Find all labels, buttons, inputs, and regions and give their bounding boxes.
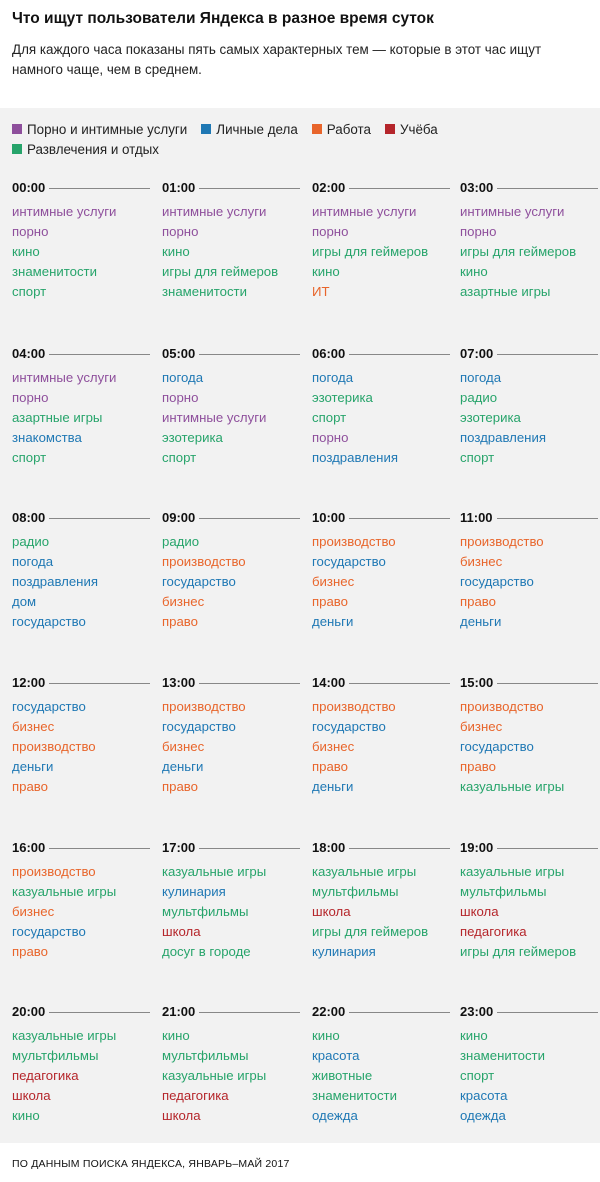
topic-adult: интимные услуги	[312, 204, 417, 219]
topic-fun: казуальные игры	[12, 884, 117, 899]
topic-adult: интимные услуги	[460, 204, 565, 219]
topic-adult: порно	[312, 224, 349, 239]
topic-adult: порно	[12, 390, 49, 405]
hour-header	[162, 344, 300, 364]
topic-work: бизнес	[312, 739, 355, 754]
topic-work: бизнес	[312, 574, 355, 589]
legend-label: Порно и интимные услуги	[27, 122, 188, 137]
topic-personal: государство	[312, 554, 386, 569]
topic-work: производство	[312, 534, 396, 549]
hour-label: 16:00	[12, 838, 49, 858]
topic-fun: радио	[162, 534, 200, 549]
hour-block	[12, 1002, 150, 1126]
hour-block	[460, 344, 598, 468]
hour-block	[460, 838, 598, 962]
topic-fun: игры для геймеров	[312, 924, 429, 939]
topic-fun: казуальные игры	[12, 1028, 117, 1043]
hour-block	[12, 178, 150, 302]
topic-personal: кулинария	[312, 944, 376, 959]
topic-fun: кино	[312, 1028, 340, 1043]
topic-personal: деньги	[312, 779, 354, 794]
topic-work: право	[12, 944, 49, 959]
topic-fun: спорт	[460, 450, 495, 465]
topic-work: право	[312, 594, 349, 609]
legend-item-adult	[12, 120, 187, 140]
topic-personal: государство	[12, 614, 86, 629]
topic-fun: кино	[162, 244, 190, 259]
hour-block	[162, 344, 300, 468]
topic-adult: интимные услуги	[12, 204, 117, 219]
topic-fun: казуальные игры	[460, 779, 565, 794]
topic-fun: казуальные игры	[162, 864, 267, 879]
topic-study: школа	[460, 904, 499, 919]
topic-fun: знаменитости	[312, 1088, 397, 1103]
topic-work: бизнес	[460, 554, 503, 569]
hour-header	[12, 838, 150, 858]
hour-block	[312, 673, 450, 797]
topic-fun: мультфильмы	[162, 1048, 249, 1063]
topic-study: школа	[312, 904, 351, 919]
hour-header	[162, 838, 300, 858]
legend-item-work	[312, 120, 371, 140]
hour-header	[312, 838, 450, 858]
hour-label: 03:00	[460, 178, 497, 198]
hour-block	[460, 1002, 598, 1126]
topic-adult: интимные услуги	[162, 410, 267, 425]
topic-personal: деньги	[162, 759, 204, 774]
hour-label: 21:00	[162, 1002, 199, 1022]
topic-study: педагогика	[162, 1088, 229, 1103]
hour-header	[162, 1002, 300, 1022]
topic-fun: спорт	[460, 1068, 495, 1083]
topic-personal: деньги	[312, 614, 354, 629]
hour-label: 07:00	[460, 344, 497, 364]
topic-fun: спорт	[12, 284, 47, 299]
hour-header	[12, 178, 150, 198]
topic-personal: красота	[312, 1048, 360, 1063]
hour-header	[12, 1002, 150, 1022]
legend-label: Развлечения и отдых	[27, 142, 159, 157]
hour-header	[12, 344, 150, 364]
hour-label: 08:00	[12, 508, 49, 528]
topic-fun: эзотерика	[460, 410, 521, 425]
topic-fun: спорт	[12, 450, 47, 465]
topic-fun: знаменитости	[12, 264, 97, 279]
topic-personal: государство	[162, 574, 236, 589]
hour-header	[162, 508, 300, 528]
topic-fun: кино	[12, 244, 40, 259]
topic-personal: знакомства	[12, 430, 82, 445]
hour-header	[460, 1002, 598, 1022]
topic-personal: погода	[460, 370, 502, 385]
topic-work: бизнес	[162, 594, 205, 609]
topic-personal: деньги	[12, 759, 54, 774]
topic-study: школа	[162, 924, 201, 939]
hour-block	[162, 838, 300, 962]
hour-header	[312, 344, 450, 364]
topic-work: право	[162, 779, 199, 794]
topic-fun: досуг в городе	[162, 944, 251, 959]
topic-personal: одежда	[312, 1108, 358, 1123]
hour-block	[162, 508, 300, 632]
topic-work: ИТ	[312, 284, 330, 299]
hour-header	[312, 178, 450, 198]
topic-personal: дом	[12, 594, 37, 609]
hour-label: 01:00	[162, 178, 199, 198]
hour-label: 04:00	[12, 344, 49, 364]
topic-personal: деньги	[460, 614, 502, 629]
legend-swatch	[201, 124, 211, 134]
topic-fun: животные	[312, 1068, 373, 1083]
topic-fun: казуальные игры	[312, 864, 417, 879]
topic-fun: радио	[460, 390, 498, 405]
topic-personal: погода	[162, 370, 204, 385]
hour-header	[162, 673, 300, 693]
topic-fun: кино	[460, 264, 488, 279]
hour-label: 05:00	[162, 344, 199, 364]
topic-fun: эзотерика	[162, 430, 223, 445]
topic-personal: государство	[460, 574, 534, 589]
topic-work: право	[312, 759, 349, 774]
hour-block	[312, 178, 450, 302]
hour-header	[460, 673, 598, 693]
legend-label: Личные дела	[216, 122, 298, 137]
topic-personal: кулинария	[162, 884, 226, 899]
hour-block	[162, 1002, 300, 1126]
topic-work: производство	[312, 699, 396, 714]
hour-block	[312, 344, 450, 468]
topic-personal: государство	[312, 719, 386, 734]
topic-personal: красота	[460, 1088, 508, 1103]
topic-fun: спорт	[312, 410, 347, 425]
topic-fun: азартные игры	[460, 284, 551, 299]
topic-adult: порно	[12, 224, 49, 239]
topic-work: производство	[460, 699, 544, 714]
topic-adult: интимные услуги	[162, 204, 267, 219]
hour-header	[460, 344, 598, 364]
hour-block	[12, 508, 150, 632]
hour-label: 14:00	[312, 673, 349, 693]
topic-fun: игры для геймеров	[460, 244, 577, 259]
topic-personal: поздравления	[12, 574, 98, 589]
topic-fun: мультфильмы	[12, 1048, 99, 1063]
legend-label: Работа	[326, 122, 371, 137]
topic-fun: азартные игры	[12, 410, 103, 425]
legend-swatch	[12, 144, 22, 154]
hour-label: 13:00	[162, 673, 199, 693]
topic-work: право	[460, 594, 497, 609]
topic-work: бизнес	[460, 719, 503, 734]
hour-label: 06:00	[312, 344, 349, 364]
hour-label: 09:00	[162, 508, 199, 528]
topic-study: педагогика	[12, 1068, 79, 1083]
topic-fun: эзотерика	[312, 390, 373, 405]
topic-fun: казуальные игры	[162, 1068, 267, 1083]
legend-swatch	[312, 124, 322, 134]
topic-adult: порно	[460, 224, 497, 239]
topic-fun: мультфильмы	[162, 904, 249, 919]
hour-block	[312, 1002, 450, 1126]
hour-block	[12, 673, 150, 797]
topic-work: производство	[12, 864, 96, 879]
topic-fun: кино	[312, 264, 340, 279]
legend-swatch	[12, 124, 22, 134]
hour-label: 20:00	[12, 1002, 49, 1022]
topic-fun: игры для геймеров	[312, 244, 429, 259]
topic-fun: кино	[460, 1028, 488, 1043]
legend-item-personal	[201, 120, 298, 140]
hour-header	[460, 508, 598, 528]
topic-fun: игры для геймеров	[162, 264, 279, 279]
hour-label: 15:00	[460, 673, 497, 693]
legend-item-study	[385, 120, 438, 140]
topic-adult: порно	[162, 390, 199, 405]
legend-item-fun	[12, 140, 159, 160]
topic-work: производство	[12, 739, 96, 754]
hour-block	[162, 178, 300, 302]
hour-label: 18:00	[312, 838, 349, 858]
hour-header	[12, 508, 150, 528]
topic-fun: игры для геймеров	[460, 944, 577, 959]
page-title: Что ищут пользователи Яндекса в разное время суток	[12, 10, 434, 27]
topic-personal: поздравления	[312, 450, 398, 465]
page-subtitle: Для каждого часа показаны пять самых характерных тем — которые в этот час ищут намного чаще, чем в среднем.	[12, 42, 542, 77]
hour-block	[312, 508, 450, 632]
topic-work: производство	[162, 699, 246, 714]
topic-fun: кино	[162, 1028, 190, 1043]
legend	[12, 120, 572, 160]
legend-swatch	[385, 124, 395, 134]
topic-fun: знаменитости	[162, 284, 247, 299]
hour-label: 02:00	[312, 178, 349, 198]
topic-work: право	[12, 779, 49, 794]
topic-personal: государство	[12, 924, 86, 939]
topic-fun: мультфильмы	[460, 884, 547, 899]
hour-header	[312, 1002, 450, 1022]
hour-block	[12, 344, 150, 468]
topic-personal: погода	[312, 370, 354, 385]
hour-header	[12, 673, 150, 693]
topic-work: бизнес	[12, 904, 55, 919]
topic-work: производство	[162, 554, 246, 569]
hour-header	[460, 838, 598, 858]
hour-header	[312, 673, 450, 693]
hour-block	[460, 178, 598, 302]
hour-block	[460, 673, 598, 797]
hour-label: 17:00	[162, 838, 199, 858]
hour-header	[312, 508, 450, 528]
topic-adult: порно	[162, 224, 199, 239]
topic-work: право	[162, 614, 199, 629]
topic-personal: государство	[162, 719, 236, 734]
source-note: ПО ДАННЫМ ПОИСКА ЯНДЕКСА, ЯНВАРЬ–МАЙ 2017	[12, 1158, 290, 1170]
topic-work: бизнес	[12, 719, 55, 734]
hour-label: 22:00	[312, 1002, 349, 1022]
topic-personal: государство	[12, 699, 86, 714]
topic-personal: поздравления	[460, 430, 546, 445]
hour-label: 11:00	[460, 508, 497, 528]
topic-fun: мультфильмы	[312, 884, 399, 899]
topic-personal: одежда	[460, 1108, 506, 1123]
topic-fun: спорт	[162, 450, 197, 465]
hour-label: 23:00	[460, 1002, 497, 1022]
topic-personal: государство	[460, 739, 534, 754]
topic-work: бизнес	[162, 739, 205, 754]
hour-block	[162, 673, 300, 797]
hour-label: 00:00	[12, 178, 49, 198]
topic-fun: кино	[12, 1108, 40, 1123]
topic-fun: радио	[12, 534, 50, 549]
topic-fun: казуальные игры	[460, 864, 565, 879]
topic-adult: интимные услуги	[12, 370, 117, 385]
hour-label: 19:00	[460, 838, 497, 858]
topic-study: педагогика	[460, 924, 527, 939]
topic-study: школа	[12, 1088, 51, 1103]
hour-block	[312, 838, 450, 962]
legend-label: Учёба	[399, 122, 438, 137]
topic-work: производство	[460, 534, 544, 549]
hour-block	[12, 838, 150, 962]
hour-label: 10:00	[312, 508, 349, 528]
topic-adult: порно	[312, 430, 349, 445]
topic-study: школа	[162, 1108, 201, 1123]
topic-personal: погода	[12, 554, 54, 569]
topic-fun: знаменитости	[460, 1048, 545, 1063]
hour-block	[460, 508, 598, 632]
hour-label: 12:00	[12, 673, 49, 693]
hour-header	[460, 178, 598, 198]
hour-header	[162, 178, 300, 198]
topic-work: право	[460, 759, 497, 774]
